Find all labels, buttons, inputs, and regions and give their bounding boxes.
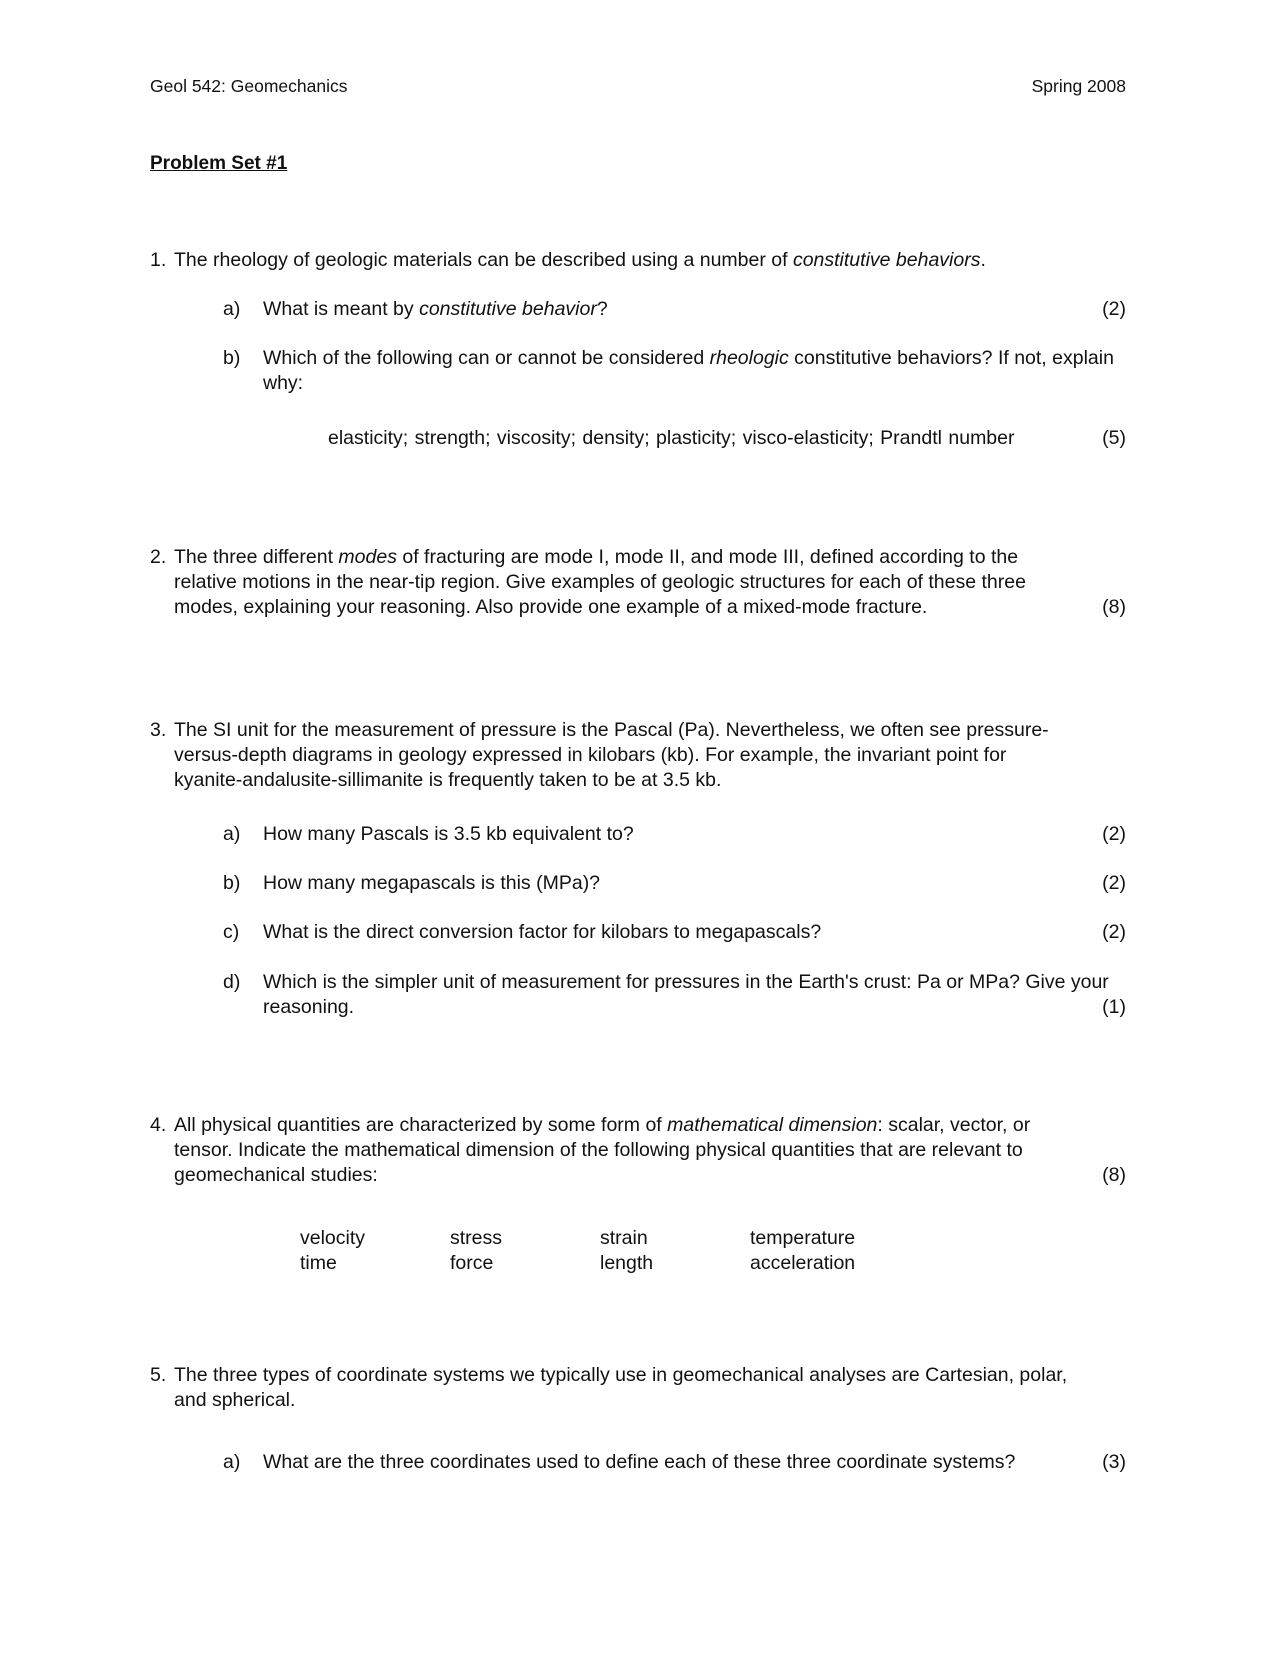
quantity-item: strain — [600, 1227, 648, 1249]
sub-text: What is the direct conversion factor for kilobars to megapascals? — [263, 921, 822, 943]
problem-set-title: Problem Set #1 — [150, 153, 288, 174]
question-text: The three types of coordinate systems we typically use in geomechanical analyses are Cartesian, polar, and spherical. — [174, 1364, 1068, 1411]
quantity-grid — [300, 1226, 910, 1276]
points: (2) — [1102, 872, 1126, 894]
question-number: 3. — [150, 719, 167, 741]
points: (5) — [1102, 427, 1126, 449]
sub-text: Which is the simpler unit of measurement for pressures in the Earth's crust: Pa or MPa? Give your reasoning. — [263, 971, 1109, 1018]
question-3d — [223, 970, 1126, 1020]
points: (3) — [1102, 1451, 1126, 1473]
question-1 — [150, 248, 1126, 273]
points: (2) — [1102, 298, 1126, 320]
question-number: 2. — [150, 546, 167, 568]
sub-text: How many megapascals is this (MPa)? — [263, 872, 601, 894]
quantity-item: time — [300, 1252, 337, 1274]
sub-text: How many Pascals is 3.5 kb equivalent to? — [263, 823, 634, 845]
question-text: The three different modes of fracturing are mode I, mode II, and mode III, defined according to the relative motions in the near-tip region. Give examples of geologic structures for each of these three modes, explaining your reasoning. Also provide one example of a mixed-mode fracture. — [174, 546, 1026, 618]
question-text: All physical quantities are characterized by some form of mathematical dimension: scalar, vector, or tensor. Indicate the mathematical dimension of the following physical quantities that are relevant to geomechanical studies: — [174, 1114, 1031, 1186]
question-text: The SI unit for the measurement of pressure is the Pascal (Pa). Nevertheless, we often see pressure-versus-depth diagrams in geology expressed in kilobars (kb). For example, the invariant point for kyanite-andalusite-sillimanite is frequently taken to be at 3.5 kb. — [174, 719, 1049, 791]
sub-label: a) — [223, 1451, 241, 1473]
question-text: The rheology of geologic materials can be described using a number of constitutive behaviors. — [174, 249, 986, 271]
question-5a — [223, 1450, 1126, 1475]
question-number: 4. — [150, 1114, 167, 1136]
behavior-list: elasticity; strength; viscosity; density; plasticity; visco-elasticity; Prandtl number — [328, 427, 1015, 449]
sub-label: b) — [223, 872, 241, 894]
quantity-item: acceleration — [750, 1252, 856, 1274]
question-3c — [223, 920, 1126, 945]
points: (8) — [1102, 1164, 1126, 1186]
sub-label: a) — [223, 823, 241, 845]
question-2 — [150, 545, 1126, 620]
points: (2) — [1102, 921, 1126, 943]
question-3 — [150, 718, 1126, 793]
question-1b — [223, 346, 1126, 396]
question-number: 5. — [150, 1364, 167, 1386]
sub-text: Which of the following can or cannot be considered rheologic constitutive behaviors? If not, explain why: — [263, 347, 1114, 394]
sub-text: What is meant by constitutive behavior? — [263, 298, 608, 320]
sub-label: a) — [223, 298, 241, 320]
course-title: Geol 542: Geomechanics — [150, 76, 348, 96]
question-3b — [223, 871, 1126, 896]
question-5 — [150, 1363, 1126, 1413]
quantity-item: length — [600, 1252, 654, 1274]
sub-label: d) — [223, 971, 241, 993]
sub-text: What are the three coordinates used to define each of these three coordinate systems? — [263, 1451, 1016, 1473]
points: (8) — [1102, 596, 1126, 618]
points: (2) — [1102, 823, 1126, 845]
quantity-item: force — [450, 1252, 494, 1274]
question-number: 1. — [150, 249, 167, 271]
sub-label: b) — [223, 347, 241, 369]
quantity-item: velocity — [300, 1227, 366, 1249]
points: (1) — [1102, 996, 1126, 1018]
term: Spring 2008 — [1031, 76, 1126, 96]
question-1a — [223, 297, 1126, 322]
sub-label: c) — [223, 921, 240, 943]
question-3a — [223, 822, 1126, 847]
quantity-item: temperature — [750, 1227, 856, 1249]
question-4 — [150, 1113, 1126, 1188]
quantity-item: stress — [450, 1227, 503, 1249]
